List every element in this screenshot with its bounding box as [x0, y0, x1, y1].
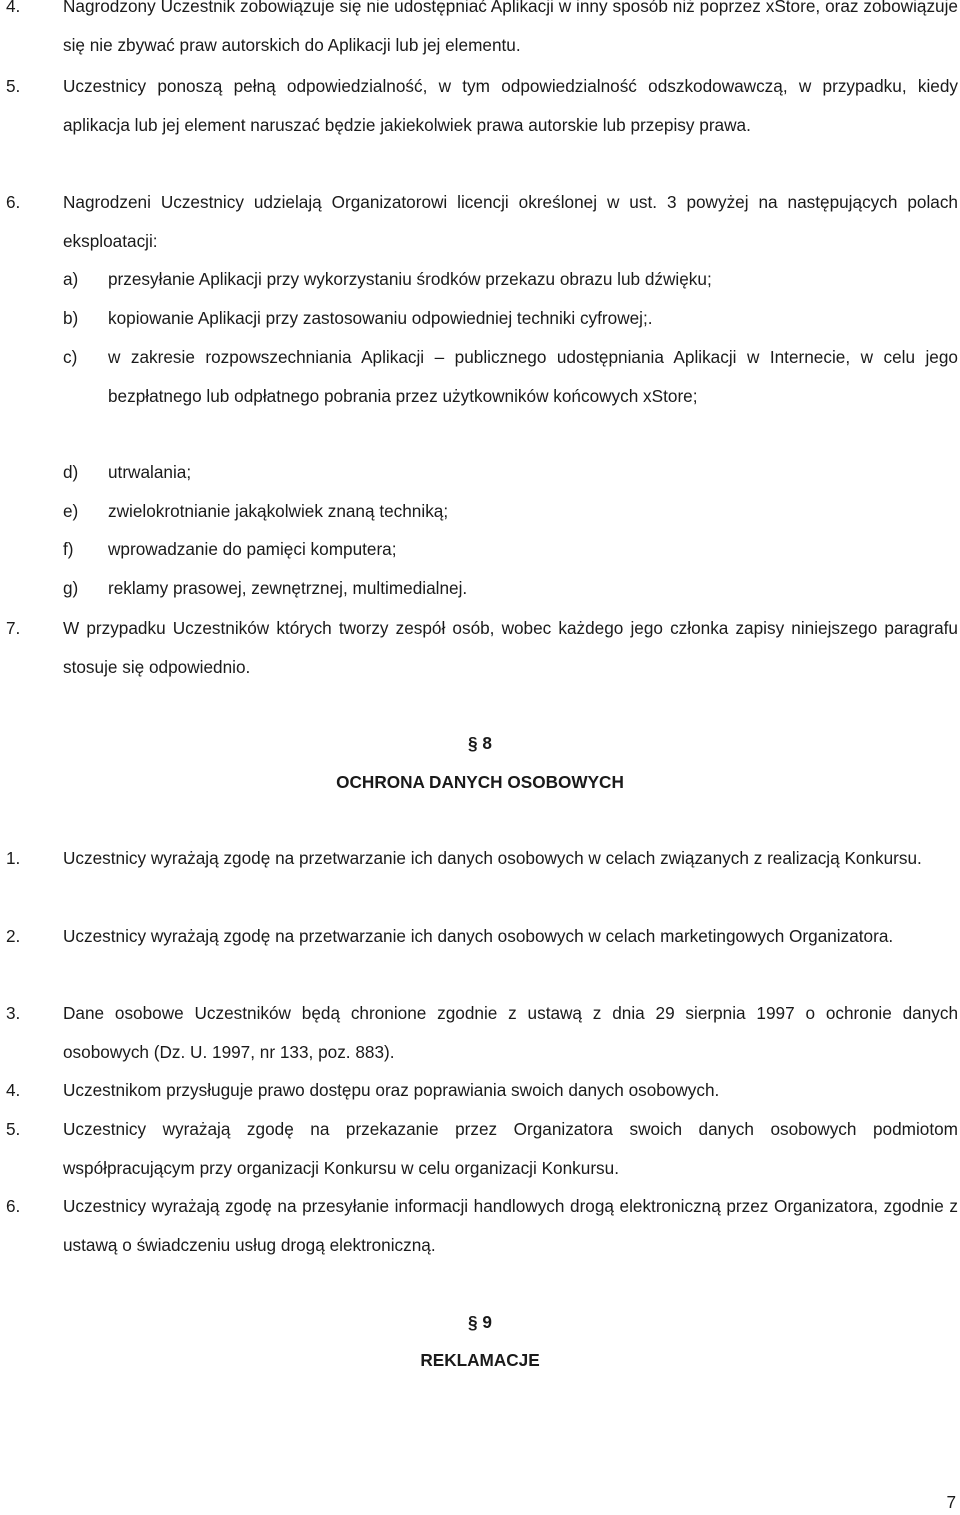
item-number: 6.: [6, 192, 21, 212]
list-item-text: kopiowanie Aplikacji przy zastosowaniu odpowiedniej techniki cyfrowej;.: [108, 308, 653, 328]
list-item-text: utrwalania;: [108, 462, 192, 482]
paragraph-item: [0, 1187, 960, 1264]
item-text: Uczestnicy wyrażają zgodę na przekazanie przez Organizatora swoich danych osobowych podmiotom współpracującym przy organizacji Konkursu w celu organizacji Konkursu.: [63, 1119, 958, 1178]
item-text: W przypadku Uczestników których tworzy zespół osób, wobec każdego jego członka zapisy niniejszego paragrafu stosuje się odpowiednio.: [63, 618, 958, 677]
list-item-label: g): [63, 578, 79, 598]
list-item-text: w zakresie rozpowszechniania Aplikacji – publicznego udostępniania Aplikacji w Internecie, w celu jego bezpłatnego lub odpłatnego pobrania przez użytkowników końcowych xStore;: [108, 347, 958, 406]
item-number: 4.: [6, 1080, 21, 1100]
item-text: Uczestnicy wyrażają zgodę na przetwarzanie ich danych osobowych w celach związanych z realizacją Konkursu.: [63, 848, 922, 868]
paragraph-item: [0, 1071, 960, 1110]
item-number: 5.: [6, 1119, 21, 1139]
item-text: Uczestnicy wyrażają zgodę na przetwarzanie ich danych osobowych w celach marketingowych Organizatora.: [63, 926, 894, 946]
list-item-label: d): [63, 462, 79, 482]
item-number: 4.: [6, 0, 21, 16]
item-text: Uczestnicy ponoszą pełną odpowiedzialność, w tym odpowiedzialność odszkodowawczą, w przypadku, kiedy aplikacja lub jej element naruszać będzie jakiekolwiek prawa autorskie lub przepisy prawa.: [63, 76, 958, 135]
section-number: § 9: [468, 1312, 492, 1332]
list-item-label: e): [63, 501, 79, 521]
list-item-label: a): [63, 269, 79, 289]
paragraph-item: [0, 1110, 960, 1187]
page-number: 7: [946, 1492, 956, 1512]
list-item-label: f): [63, 539, 74, 559]
paragraph-item: [0, 994, 960, 1071]
section-number: § 8: [468, 733, 492, 753]
section-title: OCHRONA DANYCH OSOBOWYCH: [336, 772, 624, 792]
paragraph-item: [0, 67, 960, 183]
section-title: REKLAMACJE: [420, 1350, 540, 1370]
item-number: 3.: [6, 1003, 21, 1023]
item-text: Uczestnikom przysługuje prawo dostępu oraz poprawiania swoich danych osobowych.: [63, 1080, 720, 1100]
paragraph-item: [0, 917, 960, 994]
paragraph-item: [0, 183, 960, 260]
item-text: Nagrodzony Uczestnik zobowiązuje się nie udostępniać Aplikacji w inny sposób niż poprzez xStore, oraz zobowiązuje się nie zbywać praw autorskich do Aplikacji lub jej elementu.: [63, 0, 958, 55]
item-number: 1.: [6, 848, 21, 868]
item-text: Nagrodzeni Uczestnicy udzielają Organizatorowi licencji określonej w ust. 3 powyżej na następujących polach eksploatacji:: [63, 192, 958, 251]
paragraph-item: [0, 609, 960, 686]
item-number: 2.: [6, 926, 21, 946]
paragraph-item: [0, 0, 960, 64]
list-item-text: reklamy prasowej, zewnętrznej, multimedialnej.: [108, 578, 468, 598]
list-item-text: wprowadzanie do pamięci komputera;: [108, 539, 397, 559]
paragraph-item: [0, 839, 960, 916]
item-number: 7.: [6, 618, 21, 638]
item-text: Dane osobowe Uczestników będą chronione zgodnie z ustawą z dnia 29 sierpnia 1997 o ochronie danych osobowych (Dz. U. 1997, nr 133, poz. 883).: [63, 1003, 958, 1062]
list-item-label: b): [63, 308, 79, 328]
item-text: Uczestnicy wyrażają zgodę na przesyłanie informacji handlowych drogą elektroniczną przez Organizatora, zgodnie z ustawą o świadczeniu usług drogą elektroniczną.: [63, 1196, 958, 1255]
list-item-text: zwielokrotnianie jakąkolwiek znaną techniką;: [108, 501, 449, 521]
list-item-text: przesyłanie Aplikacji przy wykorzystaniu środków przekazu obrazu lub dźwięku;: [108, 269, 712, 289]
list-item-label: c): [63, 347, 78, 367]
item-number: 6.: [6, 1196, 21, 1216]
item-number: 5.: [6, 76, 21, 96]
